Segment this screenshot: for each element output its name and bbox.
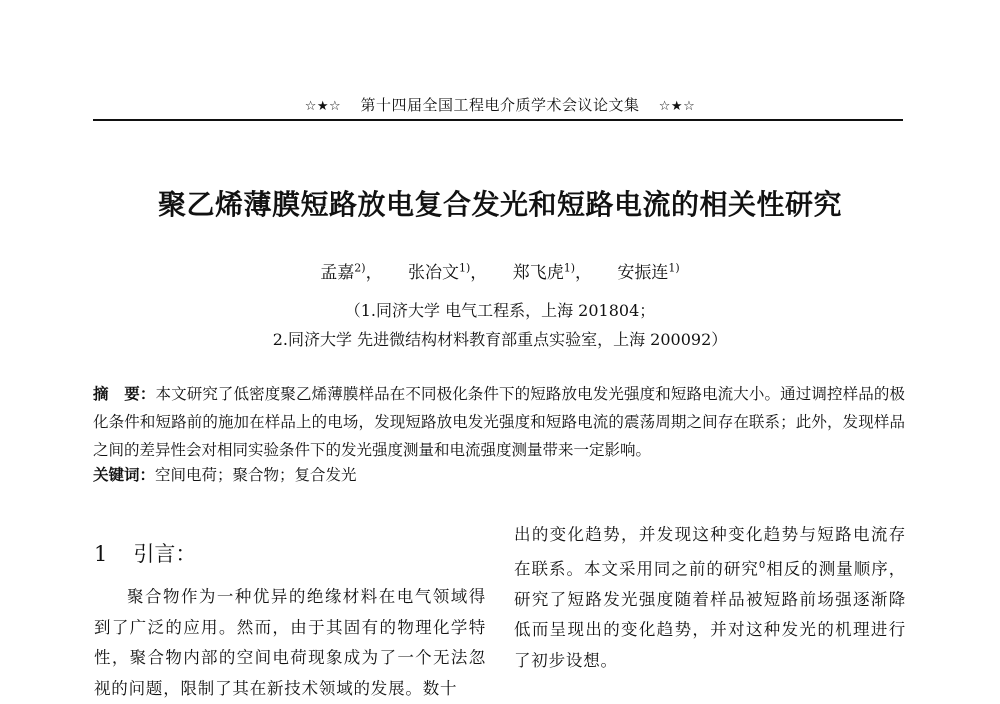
abstract-label: 摘 要：	[93, 385, 156, 403]
section-number: 1	[94, 542, 108, 566]
star-ornament-icon: ☆★☆	[304, 99, 342, 114]
paper-title: 聚乙烯薄膜短路放电复合发光和短路电流的相关性研究	[157, 188, 842, 221]
section-title: 引言：	[133, 542, 197, 566]
affiliation: （1.同济大学 电气工程系，上海 201804；	[344, 301, 656, 320]
header-rule	[93, 119, 903, 121]
body-column-left: 聚合物作为一种优异的绝缘材料在电气领域得到了广泛的应用。然而，由于其固有的物理化学特性，聚合物内部的空间电荷现象成为了一个无法忽视的问题，限制了其在新技术领域的发展。数十	[94, 587, 486, 698]
author: 张冶文$^{1)}$，	[408, 261, 488, 283]
star-ornament-icon: ☆★☆	[658, 99, 696, 114]
section-heading	[94, 538, 196, 568]
author: 郑飞虎$^{1)}$，	[512, 261, 592, 283]
body-column-right: 出的变化趋势，并发现这种变化趋势与短路电流存在联系。本文采用同之前的研究$^0$相反的测量顺序，研究了短路发光强度随着样品被短路前场强逐渐降低而呈现出的变化趋势，并对这种发光的机理进行了初步设想。	[514, 525, 906, 670]
keywords-text: 空间电荷；聚合物；复合发光	[155, 466, 357, 484]
author-list	[0, 258, 1000, 283]
author: 安振连$^{1)}$	[617, 261, 680, 283]
proceedings-title: 第十四届全国工程电介质学术会议论文集	[360, 96, 640, 114]
keywords	[93, 461, 905, 489]
affiliation: 2.同济大学 先进微结构材料教育部重点实验室，上海 200092）	[272, 330, 728, 349]
author: 孟嘉$^{2)}$，	[320, 261, 383, 283]
abstract-text: 本文研究了低密度聚乙烯薄膜样品在不同极化条件下的短路放电发光强度和短路电流大小。通过调控样品的极化条件和短路前的施加在样品上的电场，发现短路放电发光强度和短路电流的震荡周期之间存在联系；此外，发现样品之间的差异性会对相同实验条件下的发光强度测量和电流强度测量带来一定影响。	[93, 385, 905, 459]
running-header	[0, 94, 1000, 115]
abstract	[93, 380, 905, 464]
citation-ref: 0	[758, 559, 767, 571]
keywords-label: 关键词：	[93, 466, 156, 484]
